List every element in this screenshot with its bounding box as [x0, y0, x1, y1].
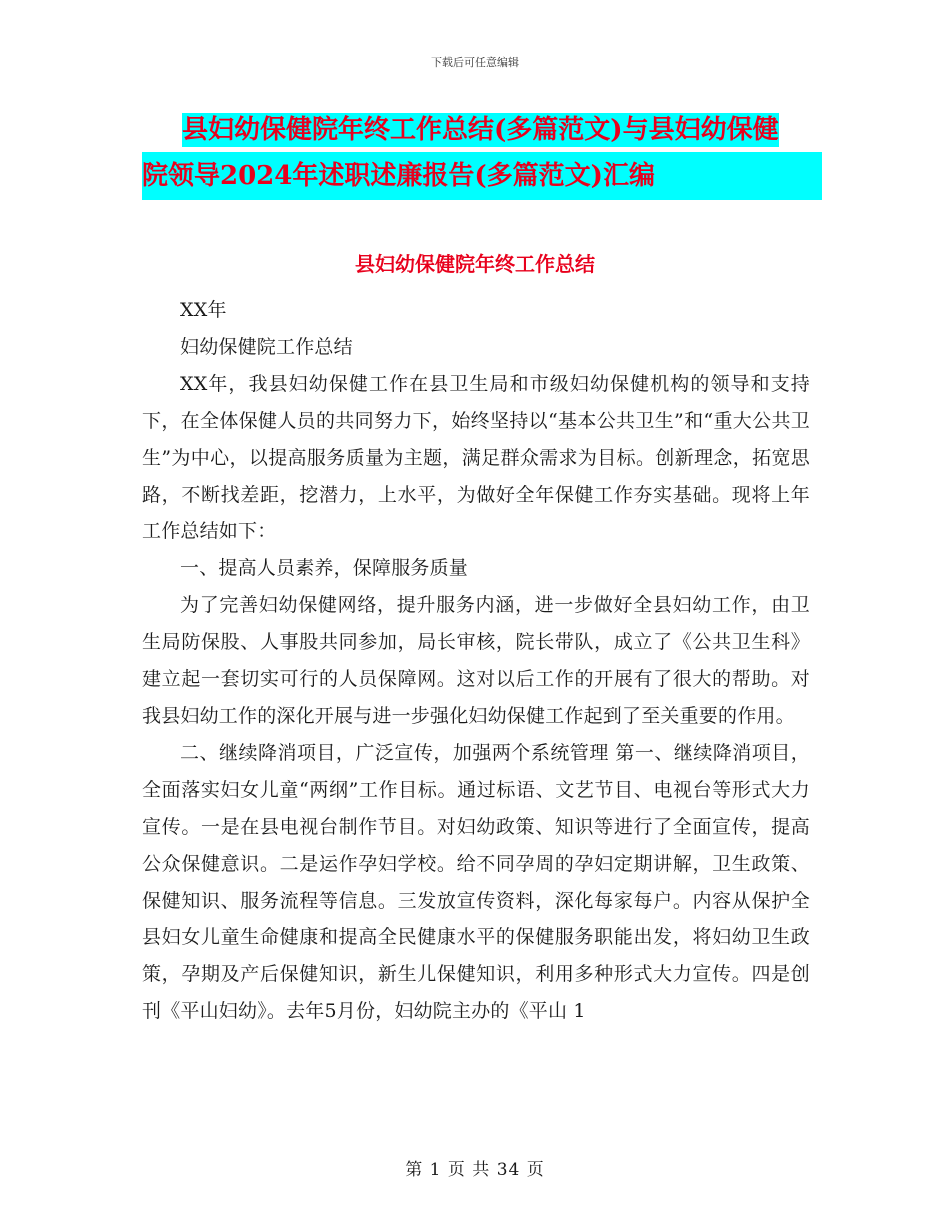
section-title: 县妇幼保健院年终工作总结: [355, 252, 595, 276]
document-title: [142, 108, 822, 200]
paragraph: 妇幼保健院工作总结: [180, 335, 353, 358]
body-text: [142, 292, 810, 1030]
paragraph: 二、继续降消项目，广泛宣传，加强两个系统管理 第一、继续降消项目，全面落实妇女儿童“两纲”工作目标。通过标语、文艺节目、电视台等形式大力宣传。一是在县电视台制作节目。对妇幼政策、知识等进行了全面宣传，提高公众保健意识。二是运作孕妇学校。给不同孕周的孕妇定期讲解，卫生政策、保健知识、服务流程等信息。三发放宣传资料，深化每家每户。内容从保护全县妇女儿童生命健康和提高全民健康水平的保健服务职能出发，将妇幼卫生政策，孕期及产后保健知识，新生儿保健知识，利用多种形式大力宣传。四是创刊《平山妇幼》。去年5月份，妇幼院主办的《平山 1: [142, 741, 810, 1023]
paragraph: XX年: [180, 299, 227, 321]
title-line-2: 院领导2024年述职述廉报告(多篇范文)汇编: [142, 152, 822, 200]
header-note: 下载后可任意编辑: [431, 56, 519, 69]
paragraph: 为了完善妇幼保健网络，提升服务内涵，进一步做好全县妇幼工作，由卫生局防保股、人事股共同参加，局长审核，院长带队，成立了《公共卫生科》建立起一套切实可行的人员保障网。这对以后工作的开展有了很大的帮助。对我县妇幼工作的深化开展与进一步强化妇幼保健工作起到了至关重要的作用。: [142, 594, 810, 727]
paragraph: 一、提高人员素养，保障服务质量: [180, 557, 469, 580]
page-number: 第 1 页 共 34 页: [405, 1160, 545, 1180]
title-line-1: 县妇幼保健院年终工作总结(多篇范文)与县妇幼保健: [182, 115, 779, 145]
paragraph: XX年，我县妇幼保健工作在县卫生局和市级妇幼保健机构的领导和支持下，在全体保健人员的共同努力下，始终坚持以“基本公共卫生”和“重大公共卫生”为中心，以提高服务质量为主题，满足群众需求为目标。创新理念，拓宽思路，不断找差距，挖潜力，上水平，为做好全年保健工作夯实基础。现将上年工作总结如下：: [142, 372, 810, 543]
